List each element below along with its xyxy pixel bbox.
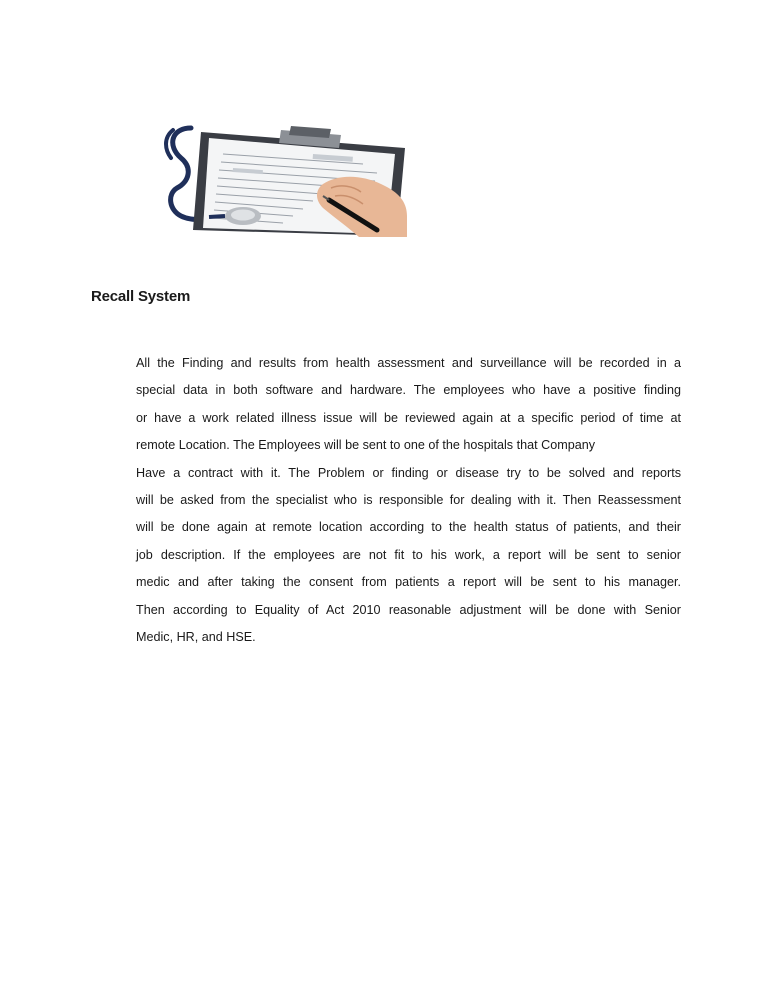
medical-clipboard-image (163, 124, 407, 237)
section-heading: Recall System (91, 288, 191, 305)
paragraph-line: or have a work related illness issue will be reviewed again at a specific period of time at (136, 410, 681, 425)
paragraph-line: remote Location. The Employees will be sent to one of the hospitals that Company (136, 438, 596, 453)
paragraph-line: will be done again at remote location according to the health status of patients, and their (136, 520, 681, 535)
clipboard-stethoscope-icon (163, 124, 407, 237)
paragraph-line: Then according to Equality of Act 2010 reasonable adjustment will be done with Senior (136, 602, 681, 617)
paragraph-line: will be asked from the specialist who is responsible for dealing with it. Then Reassessment (136, 492, 681, 507)
paragraph-line: Have a contract with it. The Problem or finding or disease try to be solved and reports (136, 465, 681, 480)
paragraph-line: All the Finding and results from health assessment and surveillance will be recorded in a (136, 356, 681, 370)
paragraph-line: job description. If the employees are not fit to his work, a report will be sent to senior (136, 547, 681, 562)
paragraph-line: special data in both software and hardware. The employees who have a positive finding (136, 383, 681, 398)
paragraph-line: Medic, HR, and HSE. (136, 629, 256, 644)
paragraph-line: medic and after taking the consent from patients a report will be sent to his manager. (136, 575, 681, 590)
body-paragraph (136, 350, 681, 651)
